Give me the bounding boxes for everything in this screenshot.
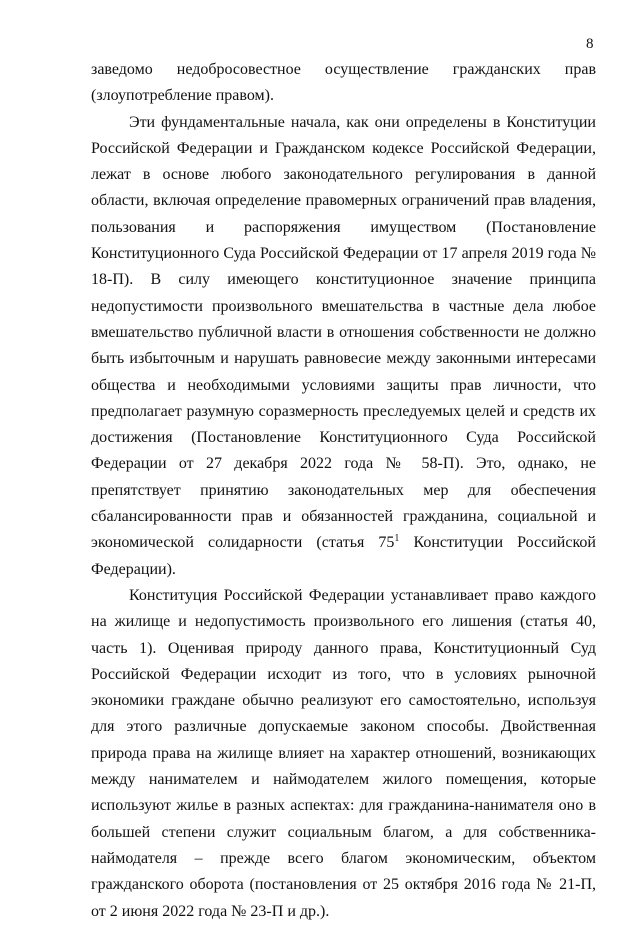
- document-body: [91, 57, 596, 925]
- paragraph-fundamental-principles: [91, 110, 596, 583]
- paragraph-continuation: заведомо недобросовестное осуществление гражданских прав (злоупотребление правом).: [91, 61, 596, 105]
- article-superscript: 1: [394, 533, 400, 545]
- paragraph-text: Эти фундаментальные начала, как они определены в Конституции Российской Федерации и Гражданском кодексе Российской Федерации, лежат в основе любого законодательного регулирования в данной области, включая определение правомерных ограничений прав владения, пользования и распоряжения имуществом (Постановление Конституционного Суда Российской Федерации от 17 апреля 2019 года № 18-П). В силу имеющего конституционное значение принципа недопустимости произвольного вмешательства в частные дела любое вмешательство публичной власти в отношения собственности не должно быть избыточным и нарушать равновесие между законными интересами общества и необходимыми условиями защиты прав личности, что предполагает разумную соразмерность преследуемых целей и средств их достижения (Постановление Конституционного Суда Российской Федерации от 27 декабря 2022 года № 58-П). Это, однако, не препятствует принятию законодательных мер для обеспечения сбалансированности прав и обязанностей гражданина, социальной и экономической солидарности (статья 75: [91, 113, 596, 552]
- paragraph-text-end: Конституции Российской Федерации).: [91, 534, 596, 578]
- page-number: 8: [586, 36, 594, 52]
- paragraph-right-to-housing: Конституция Российской Федерации устанавливает право каждого на жилище и недопустимость произвольного его лишения (статья 40, часть 1). Оценивая природу данного права, Конституционный Суд Российской Федерации исходит из того, что в условиях рыночной экономики граждане обычно реализуют его самостоятельно, используя для этого различные допускаемые законом способы. Двойственная природа права на жилище влияет на характер отношений, возникающих между нанимателем и наймодателем жилого помещения, которые используют жилье в разных аспектах: для гражданина-нанимателя оно в большей степени служит социальным благом, а для собственника-наймодателя – прежде всего благом экономическим, объектом гражданского оборота (постановления от 25 октября 2016 года № 21-П, от 2 июня 2022 года № 23-П и др.).: [91, 586, 596, 920]
